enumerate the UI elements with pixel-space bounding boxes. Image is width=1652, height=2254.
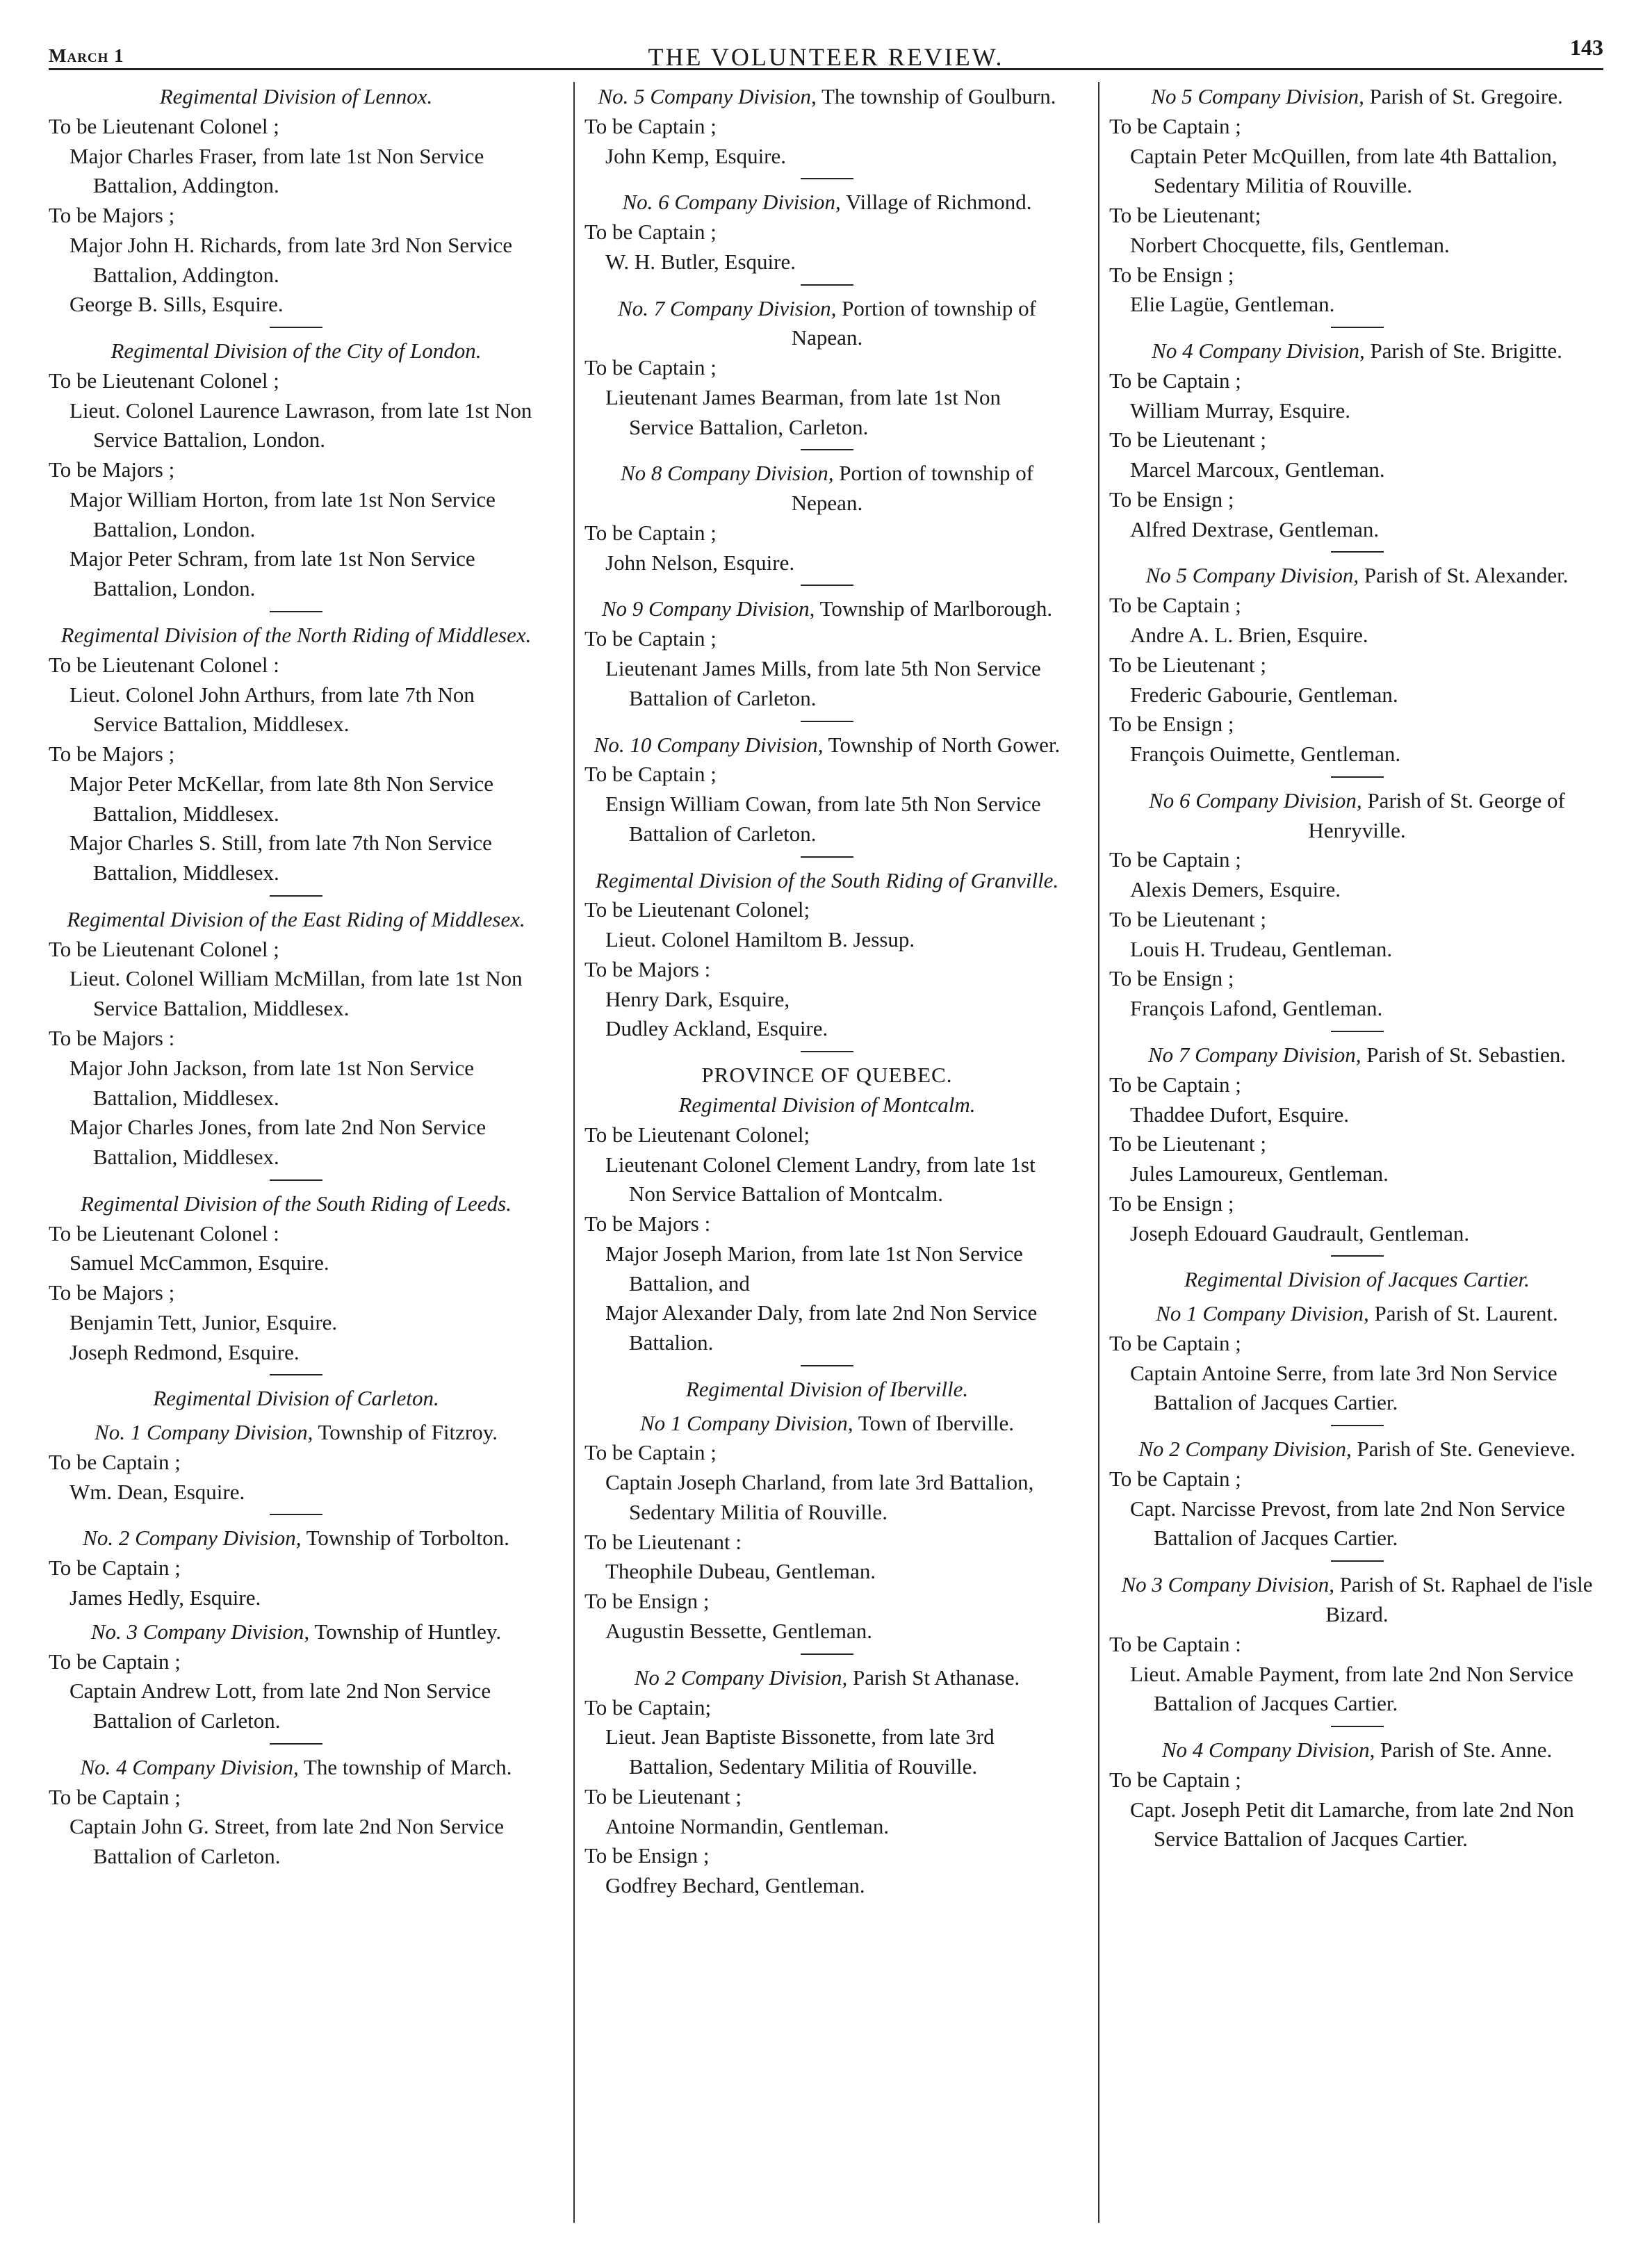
appointee-entry: James Hedly, Esquire. <box>69 1585 261 1610</box>
appointee-entry: Frederic Gabourie, Gentleman. <box>1130 682 1398 707</box>
rank-line: To be Captain ; <box>584 762 717 787</box>
division-title: No 5 Company Division, <box>1151 84 1364 108</box>
appointee-entry: Antoine Normandin, Gentleman. <box>605 1813 890 1838</box>
division-locality: Village of Richmond. <box>840 190 1032 215</box>
gazette-section <box>584 585 1070 713</box>
gazette-section <box>49 1418 543 1507</box>
division-title: Regimental Division of the City of London. <box>111 338 482 364</box>
division-heading <box>49 1524 543 1553</box>
rank-line: To be Captain ; <box>1109 593 1241 618</box>
division-title: No 4 Company Division, <box>1161 1738 1375 1763</box>
appointee-entry: Ensign William Cowan, from late 5th Non Service Battalion of Carleton. <box>605 792 1041 846</box>
appointee-entry: Major Charles Jones, from late 2nd Non Service Battalion, Middlesex. <box>69 1115 486 1170</box>
division-locality: The township of Goulburn. <box>816 84 1056 108</box>
division-title: Regimental Division of the North Riding of Middlesex. <box>60 623 532 648</box>
appointee-entry: Alfred Dextrase, Gentleman. <box>1130 516 1380 541</box>
division-locality: Parish of St. Laurent. <box>1368 1301 1558 1326</box>
division-locality: Parish of St. Sebastien. <box>1361 1042 1567 1067</box>
division-title: No. 10 Company Division, <box>594 732 824 757</box>
division-heading <box>49 1617 543 1647</box>
division-title: No. 6 Company Division, <box>622 190 841 215</box>
appointee-entry: Capt. Narcisse Prevost, from late 2nd Non Service Battalion of Jacques Cartier. <box>1130 1496 1565 1551</box>
appointee-entry: François Lafond, Gentleman. <box>1130 996 1383 1021</box>
section-rule <box>1331 1031 1384 1032</box>
appointee-entry: Major Alexander Daly, from late 2nd Non Service Battalion. <box>605 1300 1038 1355</box>
appointee-entry: Theophile Dubeau, Gentleman. <box>605 1559 876 1584</box>
gazette-section <box>49 1374 543 1414</box>
division-title: No. 3 Company Division, <box>90 1619 310 1644</box>
appointee-entry: Louis H. Trudeau, Gentleman. <box>1130 936 1393 961</box>
gazette-section <box>49 327 543 604</box>
division-heading <box>49 336 543 366</box>
division-locality: Township of Fitzroy. <box>313 1420 498 1445</box>
gazette-section <box>584 1051 1070 1358</box>
division-heading <box>1109 786 1605 846</box>
appointee-entry: Marcel Marcoux, Gentleman. <box>1130 457 1385 482</box>
rank-line: To be Lieutenant Colonel ; <box>49 368 279 393</box>
rank-line: To be Majors ; <box>49 742 175 767</box>
section-rule <box>801 1365 853 1366</box>
rank-line: To be Lieutenant Colonel : <box>49 1220 279 1246</box>
division-title: No 5 Company Division, <box>1145 563 1359 588</box>
division-locality: Town of Iberville. <box>853 1410 1014 1435</box>
division-heading <box>584 1375 1070 1405</box>
appointee-entry: Lieutenant James Bearman, from late 1st Non Service Battalion, Carleton. <box>605 384 1001 439</box>
division-heading <box>49 1753 543 1783</box>
gazette-section <box>584 178 1070 277</box>
rank-line: To be Lieutenant Colonel : <box>49 652 279 677</box>
division-title: No 2 Company Division, <box>1138 1437 1352 1462</box>
page-number: 143 <box>1570 35 1603 60</box>
gazette-section <box>49 1743 543 1872</box>
division-heading <box>584 1663 1070 1693</box>
section-rule <box>1331 776 1384 778</box>
appointee-entry: Major William Horton, from late 1st Non Service Battalion, London. <box>69 487 496 541</box>
appointee-entry: Augustin Bessette, Gentleman. <box>605 1618 872 1643</box>
gazette-section <box>49 895 543 1173</box>
gazette-section <box>584 1409 1070 1647</box>
gazette-section <box>49 82 543 320</box>
division-title: No 9 Company Division, <box>601 596 815 621</box>
rank-line: To be Ensign ; <box>1109 487 1234 512</box>
gazette-section <box>1109 1425 1605 1553</box>
rank-line: To be Ensign ; <box>584 1589 710 1614</box>
appointee-entry: Samuel McCammon, Esquire. <box>69 1250 329 1275</box>
gazette-section <box>1109 1560 1605 1719</box>
division-heading <box>1109 1299 1605 1329</box>
rank-line: To be Lieutenant Colonel ; <box>49 113 279 138</box>
rank-line: To be Lieutenant Colonel; <box>584 1122 810 1147</box>
section-rule <box>270 1514 322 1515</box>
division-heading <box>1109 1570 1605 1630</box>
appointee-entry: John Kemp, Esquire. <box>605 143 787 168</box>
rank-line: To be Captain ; <box>584 1440 717 1465</box>
division-locality: Parish St Athanase. <box>847 1665 1020 1690</box>
appointee-entry: Lieut. Amable Payment, from late 2nd Non Service Battalion of Jacques Cartier. <box>1130 1661 1573 1716</box>
section-rule <box>801 284 853 286</box>
division-locality: Parish of St. Gregoire. <box>1364 84 1563 108</box>
division-locality: Parish of St. Alexander. <box>1359 563 1569 588</box>
section-rule <box>801 585 853 586</box>
division-locality: Parish of St. George of Henryville. <box>1308 787 1565 842</box>
appointee-entry: Major Joseph Marion, from late 1st Non Service Battalion, and <box>605 1241 1023 1296</box>
section-rule <box>1331 1726 1384 1727</box>
appointee-entry: Lieut. Colonel John Arthurs, from late 7th Non Service Battalion, Middlesex. <box>69 682 475 737</box>
gazette-section <box>49 1514 543 1612</box>
division-heading <box>584 1091 1070 1120</box>
appointee-entry: George B. Sills, Esquire. <box>69 292 284 317</box>
division-title: No 1 Company Division, <box>1156 1301 1369 1326</box>
rank-line: To be Majors : <box>584 1211 711 1236</box>
gazette-section <box>1109 1299 1605 1418</box>
column-3 <box>1098 82 1605 2223</box>
division-locality: Parish of St. Raphael de l'isle Bizard. <box>1325 1572 1593 1626</box>
rank-line: To be Majors : <box>584 956 711 981</box>
gazette-section <box>1109 1726 1605 1854</box>
division-title: No 1 Company Division, <box>640 1410 853 1435</box>
section-rule <box>801 449 853 450</box>
appointee-entry: Wm. Dean, Esquire. <box>69 1479 245 1504</box>
appointee-entry: Major John Jackson, from late 1st Non Service Battalion, Middlesex. <box>69 1055 474 1110</box>
appointee-entry: François Ouimette, Gentleman. <box>1130 742 1401 767</box>
division-title: Regimental Division of Lennox. <box>159 84 433 108</box>
province-heading: PROVINCE OF QUEBEC. <box>701 1063 953 1088</box>
gazette-section <box>1109 1031 1605 1248</box>
gazette-section <box>1109 82 1605 320</box>
rank-line: To be Lieutenant ; <box>1109 652 1266 677</box>
gazette-section <box>584 1653 1070 1901</box>
article-columns <box>49 82 1603 2223</box>
division-title: No. 7 Company Division, <box>618 295 837 320</box>
division-heading <box>49 1384 543 1414</box>
division-heading <box>584 730 1070 760</box>
rank-line: To be Captain ; <box>49 1449 181 1474</box>
division-title: Regimental Division of the South Riding of Granville. <box>595 867 1059 892</box>
column-2 <box>573 82 1070 2223</box>
rank-line: To be Captain ; <box>584 113 717 138</box>
appointee-entry: Joseph Redmond, Esquire. <box>69 1339 300 1364</box>
rank-line: To be Captain ; <box>1109 368 1241 393</box>
rank-line: To be Lieutenant ; <box>1109 427 1266 452</box>
header-date: March 1 <box>49 45 124 66</box>
division-heading <box>1109 1265 1605 1295</box>
appointee-entry: Capt. Joseph Petit dit Lamarche, from late 2nd Non Service Battalion of Jacques Cartier. <box>1130 1797 1574 1852</box>
appointee-entry: Lieutenant James Mills, from late 5th Non Service Battalion of Carleton. <box>605 656 1041 710</box>
appointee-entry: Godfrey Bechard, Gentleman. <box>605 1873 865 1898</box>
section-rule <box>1331 1255 1384 1257</box>
division-heading <box>584 594 1070 624</box>
appointee-entry: Lieutenant Colonel Clement Landry, from late 1st Non Service Battalion of Montcalm. <box>605 1152 1036 1207</box>
appointee-entry: Lieut. Colonel Hamiltom B. Jessup. <box>605 927 915 952</box>
rank-line: To be Lieutenant ; <box>1109 906 1266 931</box>
division-title: Regimental Division of Montcalm. <box>678 1092 976 1117</box>
section-rule <box>270 1374 322 1375</box>
rank-line: To be Captain ; <box>584 626 717 651</box>
appointee-entry: Joseph Edouard Gaudrault, Gentleman. <box>1130 1220 1470 1246</box>
rank-line: To be Lieutenant : <box>584 1529 742 1554</box>
section-rule <box>270 895 322 897</box>
rank-line: To be Majors ; <box>49 1280 175 1305</box>
division-locality: Parish of Ste. Genevieve. <box>1351 1437 1576 1462</box>
column-1 <box>49 82 543 2223</box>
rank-line: To be Majors ; <box>49 457 175 482</box>
gazette-section <box>584 1365 1070 1405</box>
division-heading <box>584 82 1070 112</box>
division-heading <box>1109 561 1605 591</box>
rank-line: To be Captain; <box>584 1694 712 1720</box>
division-title: No 3 Company Division, <box>1121 1572 1335 1597</box>
appointee-entry: Dudley Ackland, Esquire. <box>605 1016 828 1041</box>
section-rule <box>1331 1560 1384 1562</box>
appointee-entry: John Nelson, Esquire. <box>605 550 795 575</box>
rank-line: To be Lieutenant ; <box>584 1783 742 1808</box>
division-locality: The township of March. <box>298 1754 512 1779</box>
rank-line: To be Captain ; <box>584 355 717 380</box>
gazette-section <box>1109 1255 1605 1295</box>
section-rule <box>1331 1425 1384 1426</box>
division-title: Regimental Division of the South Riding of Leeds. <box>81 1191 512 1216</box>
rank-line: To be Ensign ; <box>1109 262 1234 287</box>
rank-line: To be Lieutenant Colonel ; <box>49 936 279 961</box>
division-heading <box>584 188 1070 218</box>
rank-line: To be Captain ; <box>49 1784 181 1809</box>
division-title: No 6 Company Division, <box>1149 787 1362 812</box>
division-heading <box>49 1418 543 1448</box>
division-locality: Portion of township of Napean. <box>791 295 1036 350</box>
section-rule <box>270 611 322 612</box>
rank-line: To be Captain ; <box>584 220 717 245</box>
appointee-entry: Captain John G. Street, from late 2nd Non Service Battalion of Carleton. <box>69 1814 505 1869</box>
appointee-entry: Thaddee Dufort, Esquire. <box>1130 1102 1350 1127</box>
division-title: No 7 Company Division, <box>1147 1042 1361 1067</box>
rank-line: To be Captain ; <box>49 1649 181 1674</box>
rank-line: To be Lieutenant; <box>1109 203 1261 228</box>
division-heading <box>584 459 1070 518</box>
rank-line: To be Captain ; <box>1109 1767 1241 1792</box>
rank-line: To be Majors : <box>49 1025 175 1050</box>
division-title: No 4 Company Division, <box>1152 338 1365 364</box>
division-heading <box>1109 82 1605 112</box>
section-rule <box>801 856 853 858</box>
publication-title: THE VOLUNTEER REVIEW. <box>648 43 1004 71</box>
appointee-entry: Andre A. L. Brien, Esquire. <box>1130 623 1368 648</box>
division-heading <box>49 621 543 651</box>
section-rule <box>801 1653 853 1655</box>
rank-line: To be Captain ; <box>1109 847 1241 872</box>
division-locality: Township of Torbolton. <box>301 1526 509 1551</box>
division-title: No 2 Company Division, <box>634 1665 848 1690</box>
appointee-entry: Jules Lamoureux, Gentleman. <box>1130 1161 1389 1186</box>
division-heading <box>49 82 543 112</box>
division-title: No. 4 Company Division, <box>80 1754 299 1779</box>
division-heading <box>1109 336 1605 366</box>
appointee-entry: Elie Lagüe, Gentleman. <box>1130 292 1335 317</box>
appointee-entry: Major Charles S. Still, from late 7th Non Service Battalion, Middlesex. <box>69 831 492 885</box>
division-locality: Township of North Gower. <box>823 732 1061 757</box>
section-rule <box>801 178 853 179</box>
division-heading <box>584 294 1070 354</box>
rank-line: To be Captain : <box>1109 1631 1241 1656</box>
section-rule <box>1331 327 1384 328</box>
division-locality: Portion of township of Nepean. <box>791 461 1034 516</box>
rank-line: To be Captain ; <box>584 520 717 545</box>
gazette-section <box>584 82 1070 171</box>
division-heading <box>1109 1435 1605 1464</box>
appointee-entry: Captain Peter McQuillen, from late 4th Battalion, Sedentary Militia of Rouville. <box>1130 143 1557 198</box>
gazette-section <box>1109 327 1605 544</box>
appointee-entry: Major Peter McKellar, from late 8th Non Service Battalion, Middlesex. <box>69 771 493 826</box>
gazette-section <box>584 449 1070 578</box>
division-locality: Township of Marlborough. <box>815 596 1053 621</box>
division-title: No 8 Company Division, <box>620 461 834 486</box>
division-title: No. 1 Company Division, <box>95 1420 313 1445</box>
division-heading <box>49 1189 543 1219</box>
division-locality: Township of Huntley. <box>309 1619 502 1644</box>
appointee-entry: Alexis Demers, Esquire. <box>1130 877 1341 902</box>
gazette-section <box>49 1617 543 1736</box>
section-rule <box>801 721 853 722</box>
rank-line: To be Ensign ; <box>584 1843 710 1868</box>
rank-line: To be Lieutenant ; <box>1109 1132 1266 1157</box>
rank-line: To be Captain ; <box>49 1555 181 1581</box>
division-locality: Parish of Ste. Anne. <box>1375 1738 1553 1763</box>
rank-line: To be Captain ; <box>1109 1072 1241 1097</box>
appointee-entry: Lieut. Colonel Laurence Lawrason, from late 1st Non Service Battalion, London. <box>69 398 532 452</box>
section-rule <box>270 1179 322 1181</box>
division-heading <box>49 905 543 935</box>
division-heading <box>1109 1040 1605 1070</box>
appointee-entry: Henry Dark, Esquire, <box>605 986 790 1011</box>
appointee-entry: Benjamin Tett, Junior, Esquire. <box>69 1309 338 1334</box>
appointee-entry: W. H. Butler, Esquire. <box>605 249 796 274</box>
division-title: No. 5 Company Division, <box>598 84 817 108</box>
section-rule <box>270 327 322 328</box>
gazette-section <box>1109 551 1605 769</box>
rank-line: To be Captain ; <box>1109 113 1241 138</box>
gazette-section <box>1109 776 1605 1024</box>
division-title: Regimental Division of the East Riding of Middlesex. <box>67 906 525 931</box>
appointee-entry: Captain Joseph Charland, from late 3rd Battalion, Sedentary Militia of Rouville. <box>605 1470 1034 1524</box>
rank-line: To be Lieutenant Colonel; <box>584 897 810 922</box>
rank-line: To be Ensign ; <box>1109 966 1234 991</box>
appointee-entry: Major John H. Richards, from late 3rd Non Service Battalion, Addington. <box>69 232 513 287</box>
division-locality: Parish of Ste. Brigitte. <box>1364 338 1562 364</box>
appointee-entry: Captain Andrew Lott, from late 2nd Non Service Battalion of Carleton. <box>69 1679 491 1733</box>
appointee-entry: Major Charles Fraser, from late 1st Non Service Battalion, Addington. <box>69 143 484 198</box>
appointee-entry: Lieut. Colonel William McMillan, from late 1st Non Service Battalion, Middlesex. <box>69 966 523 1021</box>
rank-line: To be Ensign ; <box>1109 1191 1234 1216</box>
division-heading <box>1109 1736 1605 1765</box>
appointee-entry: Captain Antoine Serre, from late 3rd Non Service Battalion of Jacques Cartier. <box>1130 1360 1557 1415</box>
appointee-entry: Norbert Chocquette, fils, Gentleman. <box>1130 232 1450 257</box>
rank-line: To be Ensign ; <box>1109 712 1234 737</box>
gazette-section <box>584 856 1070 1045</box>
appointee-entry: Major Peter Schram, from late 1st Non Service Battalion, London. <box>69 546 475 601</box>
division-heading <box>584 866 1070 896</box>
gazette-section <box>584 284 1070 443</box>
appointee-entry: Lieut. Jean Baptiste Bissonette, from late 3rd Battalion, Sedentary Militia of Rouville. <box>605 1724 995 1779</box>
division-title: Regimental Division of Carleton. <box>153 1386 439 1411</box>
page-header <box>49 26 1603 70</box>
rank-line: To be Captain ; <box>1109 1466 1241 1491</box>
division-title: Regimental Division of Iberville. <box>685 1376 969 1401</box>
section-rule <box>801 1051 853 1052</box>
division-title: Regimental Division of Jacques Cartier. <box>1184 1267 1530 1292</box>
rank-line: To be Captain ; <box>1109 1330 1241 1355</box>
gazette-section <box>584 721 1070 849</box>
gazette-section <box>49 1179 543 1368</box>
section-rule <box>270 1743 322 1745</box>
division-heading <box>584 1409 1070 1439</box>
appointee-entry: William Murray, Esquire. <box>1130 398 1350 423</box>
section-rule <box>1331 551 1384 553</box>
rank-line: To be Majors ; <box>49 203 175 228</box>
gazette-section <box>49 611 543 888</box>
division-title: No. 2 Company Division, <box>83 1526 302 1551</box>
